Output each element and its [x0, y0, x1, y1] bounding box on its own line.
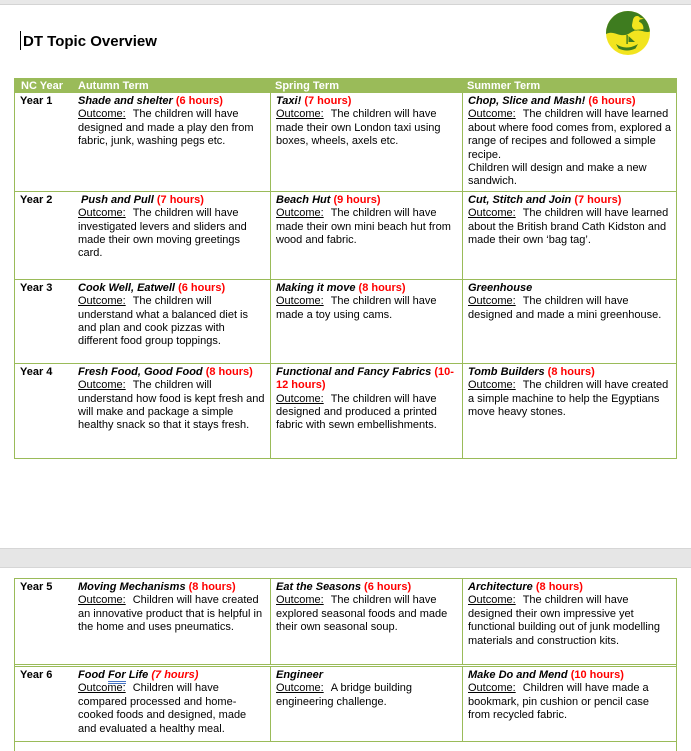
outcome-text: Children will have made a bookmark, pin cushion or pencil case from recycled fabric. [468, 682, 649, 722]
table-row [15, 579, 676, 664]
topic-hours: (6 hours) [175, 95, 223, 107]
topic-title: Push and Pull [78, 193, 154, 206]
topic-title-line [78, 366, 265, 379]
term-cell [270, 93, 462, 191]
outcome-label: Outcome: [276, 392, 324, 405]
outcome-label: Outcome: [276, 207, 324, 220]
topic-hours: (8 hours) [358, 281, 406, 294]
outcome-text: The children will have explored seasonal foods and made their own seasonal soup. [276, 594, 448, 634]
topic-title: Make Do and Mend [468, 669, 568, 681]
outcome-line [468, 295, 671, 322]
topic-title-line [78, 669, 265, 682]
column-header-autumn-term: Autumn Term [78, 80, 149, 92]
topic-title-line [468, 194, 671, 207]
outcome-label: Outcome: [468, 207, 516, 220]
outcome-line [276, 295, 457, 322]
year-cell [15, 364, 73, 458]
outcome-label: Outcome: [468, 108, 516, 121]
topic-title: Fresh Food, Good Food [78, 365, 203, 378]
topic-title: Shade and shelter [78, 95, 173, 107]
outcome-line [78, 682, 265, 736]
outcome-text: Children will have compared processed and home-cooked foods and designed, made and evaluated a healthy meal. [78, 682, 247, 735]
topic-hours: (6 hours) [588, 95, 636, 107]
term-cell [73, 579, 270, 664]
year-cell [15, 280, 73, 363]
outcome-label: Outcome: [468, 295, 516, 308]
outcome-label: Outcome: [78, 295, 126, 308]
topic-hours: (7 hours) [151, 669, 199, 681]
outcome-line [78, 207, 265, 261]
year-label: Year 3 [20, 281, 53, 294]
empty-cell [15, 742, 676, 751]
outcome-text: A bridge building engineering challenge. [276, 682, 413, 708]
topic-title: Chop, Slice and Mash! [468, 95, 586, 107]
topic-hours: (8 hours) [205, 365, 253, 378]
topic-hours: (7 hours) [574, 193, 622, 206]
outcome-line [468, 108, 671, 162]
outcome-line [468, 379, 671, 419]
topic-hours: (7 hours) [156, 193, 204, 206]
topic-title-line [78, 95, 265, 108]
term-cell [462, 192, 676, 279]
outcome-label: Outcome: [78, 207, 126, 220]
outcome-label: Outcome: [276, 682, 324, 695]
outcome-text: The children will have made their own mini beach hut from wood and fabric. [276, 207, 451, 247]
topic-title: Tomb Builders [468, 365, 545, 378]
term-cell [462, 364, 676, 458]
year-cell [15, 667, 73, 741]
column-header-spring-term: Spring Term [275, 80, 339, 92]
outcome-line [78, 594, 265, 634]
topic-title: Architecture [468, 581, 533, 593]
topic-title-line [78, 282, 265, 295]
outcome-line [78, 108, 265, 148]
outcome-line [468, 682, 671, 722]
outcome-label: Outcome: [78, 379, 126, 392]
table-row [15, 664, 676, 741]
outcome-label: Outcome: [468, 379, 516, 392]
outcome-text: The children will understand what a balanced diet is and plan and cook pizzas with different food group toppings. [78, 295, 249, 348]
term-cell [462, 93, 676, 191]
topic-title-line [276, 366, 457, 393]
outcome-text: The children will have investigated levers and sliders and made their own moving greetings card. [78, 207, 247, 260]
topic-title: Eat the Seasons [276, 581, 361, 593]
topic-hours: (6 hours) [364, 581, 412, 593]
outcome-label: Outcome: [78, 108, 126, 121]
outcome-text: The children will understand how food is kept fresh and will make and package a simple healthy snack so that it stays fresh. [78, 379, 265, 432]
outcome-text: The children will have designed and made a play den from fabric, junk, washing pegs etc. [78, 108, 254, 148]
topic-title-line [276, 95, 457, 108]
term-cell [73, 93, 270, 191]
outcome-line [468, 594, 671, 648]
page-break-band [0, 548, 691, 568]
term-cell [270, 579, 462, 664]
topic-title-line [276, 581, 457, 594]
topic-hours: (9 hours) [333, 193, 381, 206]
term-cell [73, 192, 270, 279]
outcome-line [78, 295, 265, 349]
topic-hours: (8 hours) [535, 581, 583, 593]
term-cell [462, 667, 676, 741]
outcome-line [276, 108, 457, 148]
topic-hours: (10-12 hours) [276, 365, 454, 392]
topic-title-line [468, 282, 671, 295]
outcome-label: Outcome: [468, 682, 516, 695]
term-cell [73, 280, 270, 363]
topic-title-line [78, 194, 265, 207]
outcome-text: The children will have learned about the British brand Cath Kidston and made their own ‘bag tag’. [468, 207, 669, 247]
term-cell [73, 667, 270, 741]
outcome-line [276, 594, 457, 634]
column-header-nc-year: NC Year [21, 80, 63, 92]
topic-title: Moving Mechanisms [78, 581, 186, 593]
topic-title: Taxi! [276, 95, 302, 107]
school-crest-icon [604, 9, 652, 57]
outcome-text: The children will have designed and produced a printed fabric with sewn embellishments. [276, 392, 437, 432]
table-row [15, 93, 676, 191]
outcome-label: Outcome: [78, 594, 126, 607]
table-row [15, 363, 676, 458]
topic-hours: (6 hours) [178, 281, 226, 294]
grammar-checked-word: For [108, 669, 126, 684]
outcome-label: Outcome: [276, 295, 324, 308]
year-cell [15, 93, 73, 191]
term-cell [270, 280, 462, 363]
outcome-label: Outcome: [276, 108, 324, 121]
topic-title: Beach Hut [276, 193, 331, 206]
topic-hours: (7 hours) [304, 95, 352, 107]
outcome-line [468, 207, 671, 247]
page-top-margin-strip [0, 0, 691, 5]
table-header-row [15, 79, 676, 93]
text-cursor [20, 31, 21, 50]
outcome-line [276, 393, 457, 433]
outcome-line [276, 207, 457, 247]
outcome-text: Children will have created an innovative product that is helpful in the home and uses pneumatics. [78, 594, 263, 634]
term-cell [462, 579, 676, 664]
partial-next-row [15, 741, 676, 751]
term-cell [73, 364, 270, 458]
topic-title-line [468, 669, 671, 682]
year-label: Year 2 [20, 193, 53, 206]
term-cell [270, 364, 462, 458]
document-title: DT Topic Overview [23, 33, 157, 50]
school-crest-logo [604, 9, 652, 57]
topic-title: Functional and Fancy Fabrics [276, 365, 432, 378]
topic-title-line [276, 669, 457, 682]
year-label: Year 4 [20, 365, 53, 378]
table-row [15, 279, 676, 363]
topic-title: Cook Well, Eatwell [78, 281, 175, 294]
outcome-label: Outcome: [78, 682, 126, 695]
topic-hours: (10 hours) [570, 669, 624, 681]
topic-title: Food [78, 669, 108, 681]
year-label: Year 1 [20, 95, 53, 107]
outcome-label: Outcome: [276, 594, 324, 607]
year-cell [15, 579, 73, 664]
table-row [15, 191, 676, 279]
topic-hours: (8 hours) [547, 365, 595, 378]
topic-title: Cut, Stitch and Join [468, 193, 572, 206]
topic-table-page1 [14, 78, 677, 459]
year-cell [15, 192, 73, 279]
column-header-summer-term: Summer Term [467, 80, 541, 92]
topic-title: Greenhouse [468, 281, 533, 294]
topic-title: Engineer [276, 669, 324, 681]
outcome-text: The children will have made their own London taxi using boxes, wheels, axels etc. [276, 108, 441, 148]
outcome-line [276, 682, 457, 709]
topic-title-line [276, 282, 457, 295]
topic-title-line [468, 366, 671, 379]
outcome-text: The children will have designed and made a mini greenhouse. [468, 295, 662, 321]
outcome-text: The children will have designed their own impressive yet functional building out of junk modelling materials and construction kits. [468, 594, 661, 647]
outcome-extra-text: Children will design and make a new sandwich. [468, 162, 647, 188]
topic-table-page2 [14, 578, 677, 751]
year-label: Year 6 [20, 669, 53, 681]
topic-title: Making it move [276, 281, 356, 294]
topic-title-line [468, 581, 671, 594]
topic-hours: (8 hours) [188, 581, 236, 593]
outcome-label: Outcome: [468, 594, 516, 607]
term-cell [270, 667, 462, 741]
year-label: Year 5 [20, 581, 53, 593]
term-cell [462, 280, 676, 363]
outcome-text: The children will have created a simple machine to help the Egyptians move heavy stones. [468, 379, 669, 419]
topic-title-line [276, 194, 457, 207]
topic-title: Life [125, 669, 149, 681]
outcome-text: The children will have learned about where food comes from, explored a range of recipes and followed a simple recipe. [468, 108, 672, 161]
term-cell [270, 192, 462, 279]
outcome-text: The children will have made a toy using cams. [276, 295, 437, 321]
outcome-line [78, 379, 265, 433]
topic-title-line [468, 95, 671, 108]
topic-title-line [78, 581, 265, 594]
